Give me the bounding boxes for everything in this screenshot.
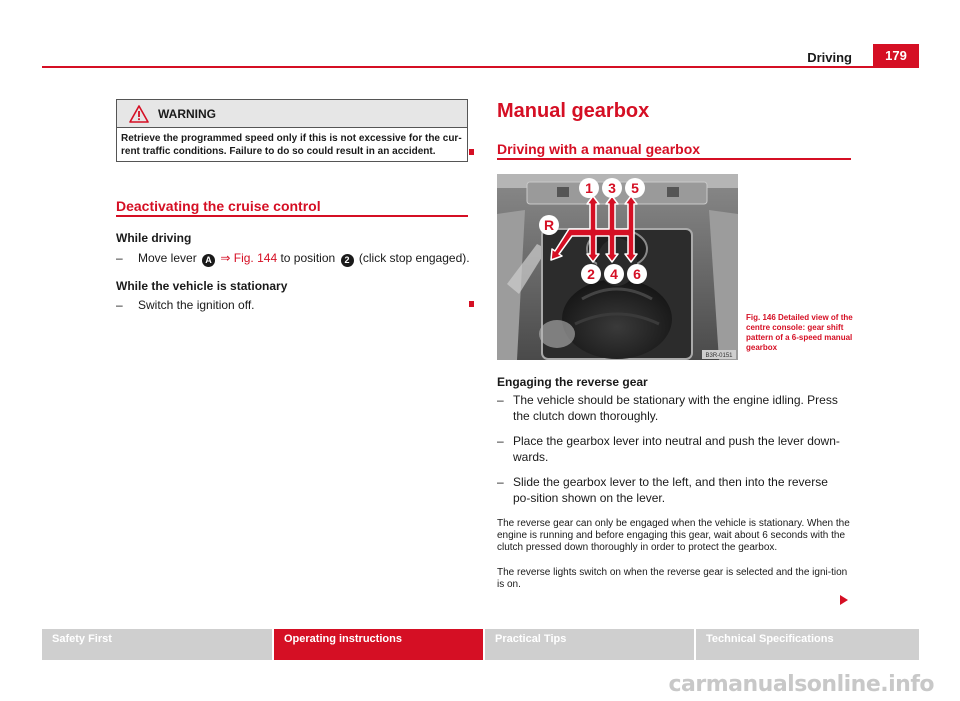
step-switch-ignition [116,298,255,312]
subsection-rule [497,158,851,160]
badge-2: 2 [341,254,354,267]
section-end-marker [469,301,474,307]
reverse-step-3-text: Slide the gearbox lever to the left, and then into the reverse po-sition shown on the lever. [513,475,828,505]
watermark: carmanualsonline.info [668,672,934,697]
section-title-deactivating: Deactivating the cruise control [116,198,321,214]
bullet-dash: – [116,298,123,312]
step1-prefix: Move lever [138,251,197,265]
bullet-dash: – [497,434,504,448]
gearshift-figure [497,174,738,360]
bullet-dash: – [497,393,504,407]
reverse-info-paragraph: The reverse gear can only be engaged when the vehicle is stationary. When the engine is running and before engaging this gear, wait about 6 seconds with the clutch pressed down thoroughly in order to protect the gearbox. [497,518,850,553]
footer-tab-technical-specifications[interactable]: Technical Specifications [706,633,834,645]
subsection-title: Driving with a manual gearbox [497,141,701,157]
step2-text: Switch the ignition off. [138,298,255,312]
reverse-lights-paragraph: The reverse lights switch on when the reverse gear is selected and the igni-tion is on. [497,567,848,590]
badge-a: A [202,254,215,267]
continue-arrow-icon [840,595,848,605]
warning-triangle-icon [129,105,149,123]
step1-mid: to position [280,251,336,265]
bullet-dash: – [116,251,123,265]
gear-label-5: 5 [631,180,639,196]
figure-caption: Fig. 146 Detailed view of the centre console: gear shift pattern of a 6-speed manual gearbox [746,313,853,352]
warning-header [117,100,467,128]
warning-box [116,99,468,162]
step1-suffix: (click stop engaged). [358,251,470,265]
reverse-step-1-text: The vehicle should be stationary with the engine idling. Press the clutch down thoroughly. [513,393,838,423]
gear-label-1: 1 [585,180,593,196]
section-rule [116,215,468,217]
footer-nav [42,629,919,660]
while-driving-heading: While driving [116,231,192,245]
footer-tab-practical-tips[interactable]: Practical Tips [495,633,567,645]
page-number: 179 [873,44,919,66]
figure-code: B3R-0151 [705,353,733,359]
footer-tab-operating-instructions[interactable]: Operating instructions [274,629,483,660]
step-move-lever [116,251,470,267]
gear-label-r: R [543,217,555,233]
warning-text: Retrieve the programmed speed only if this is not excessive for the cur-rent traffic conditions. Failure to do so could result in an accident. [121,133,462,157]
running-header-title: Driving [807,50,852,65]
gear-label-2: 2 [587,266,595,282]
warning-title: WARNING [158,107,216,121]
reverse-step-2 [497,433,847,465]
while-stationary-heading: While the vehicle is stationary [116,279,288,293]
footer-tab-safety-first[interactable]: Safety First [52,633,112,645]
reverse-step-1 [497,392,847,424]
header-rule [42,66,919,68]
gearshift-photo [497,174,738,360]
gear-label-6: 6 [633,266,641,282]
page-title: Manual gearbox [497,100,650,122]
bullet-dash: – [497,475,504,489]
gear-label-4: 4 [610,266,618,282]
gear-label-3: 3 [608,180,616,196]
reverse-step-2-text: Place the gearbox lever into neutral and push the lever down-wards. [513,434,840,464]
section-end-marker [469,149,474,155]
reverse-step-3 [497,474,847,506]
reverse-gear-heading: Engaging the reverse gear [497,375,648,389]
figure-xref[interactable]: ⇒ Fig. 144 [220,251,278,265]
